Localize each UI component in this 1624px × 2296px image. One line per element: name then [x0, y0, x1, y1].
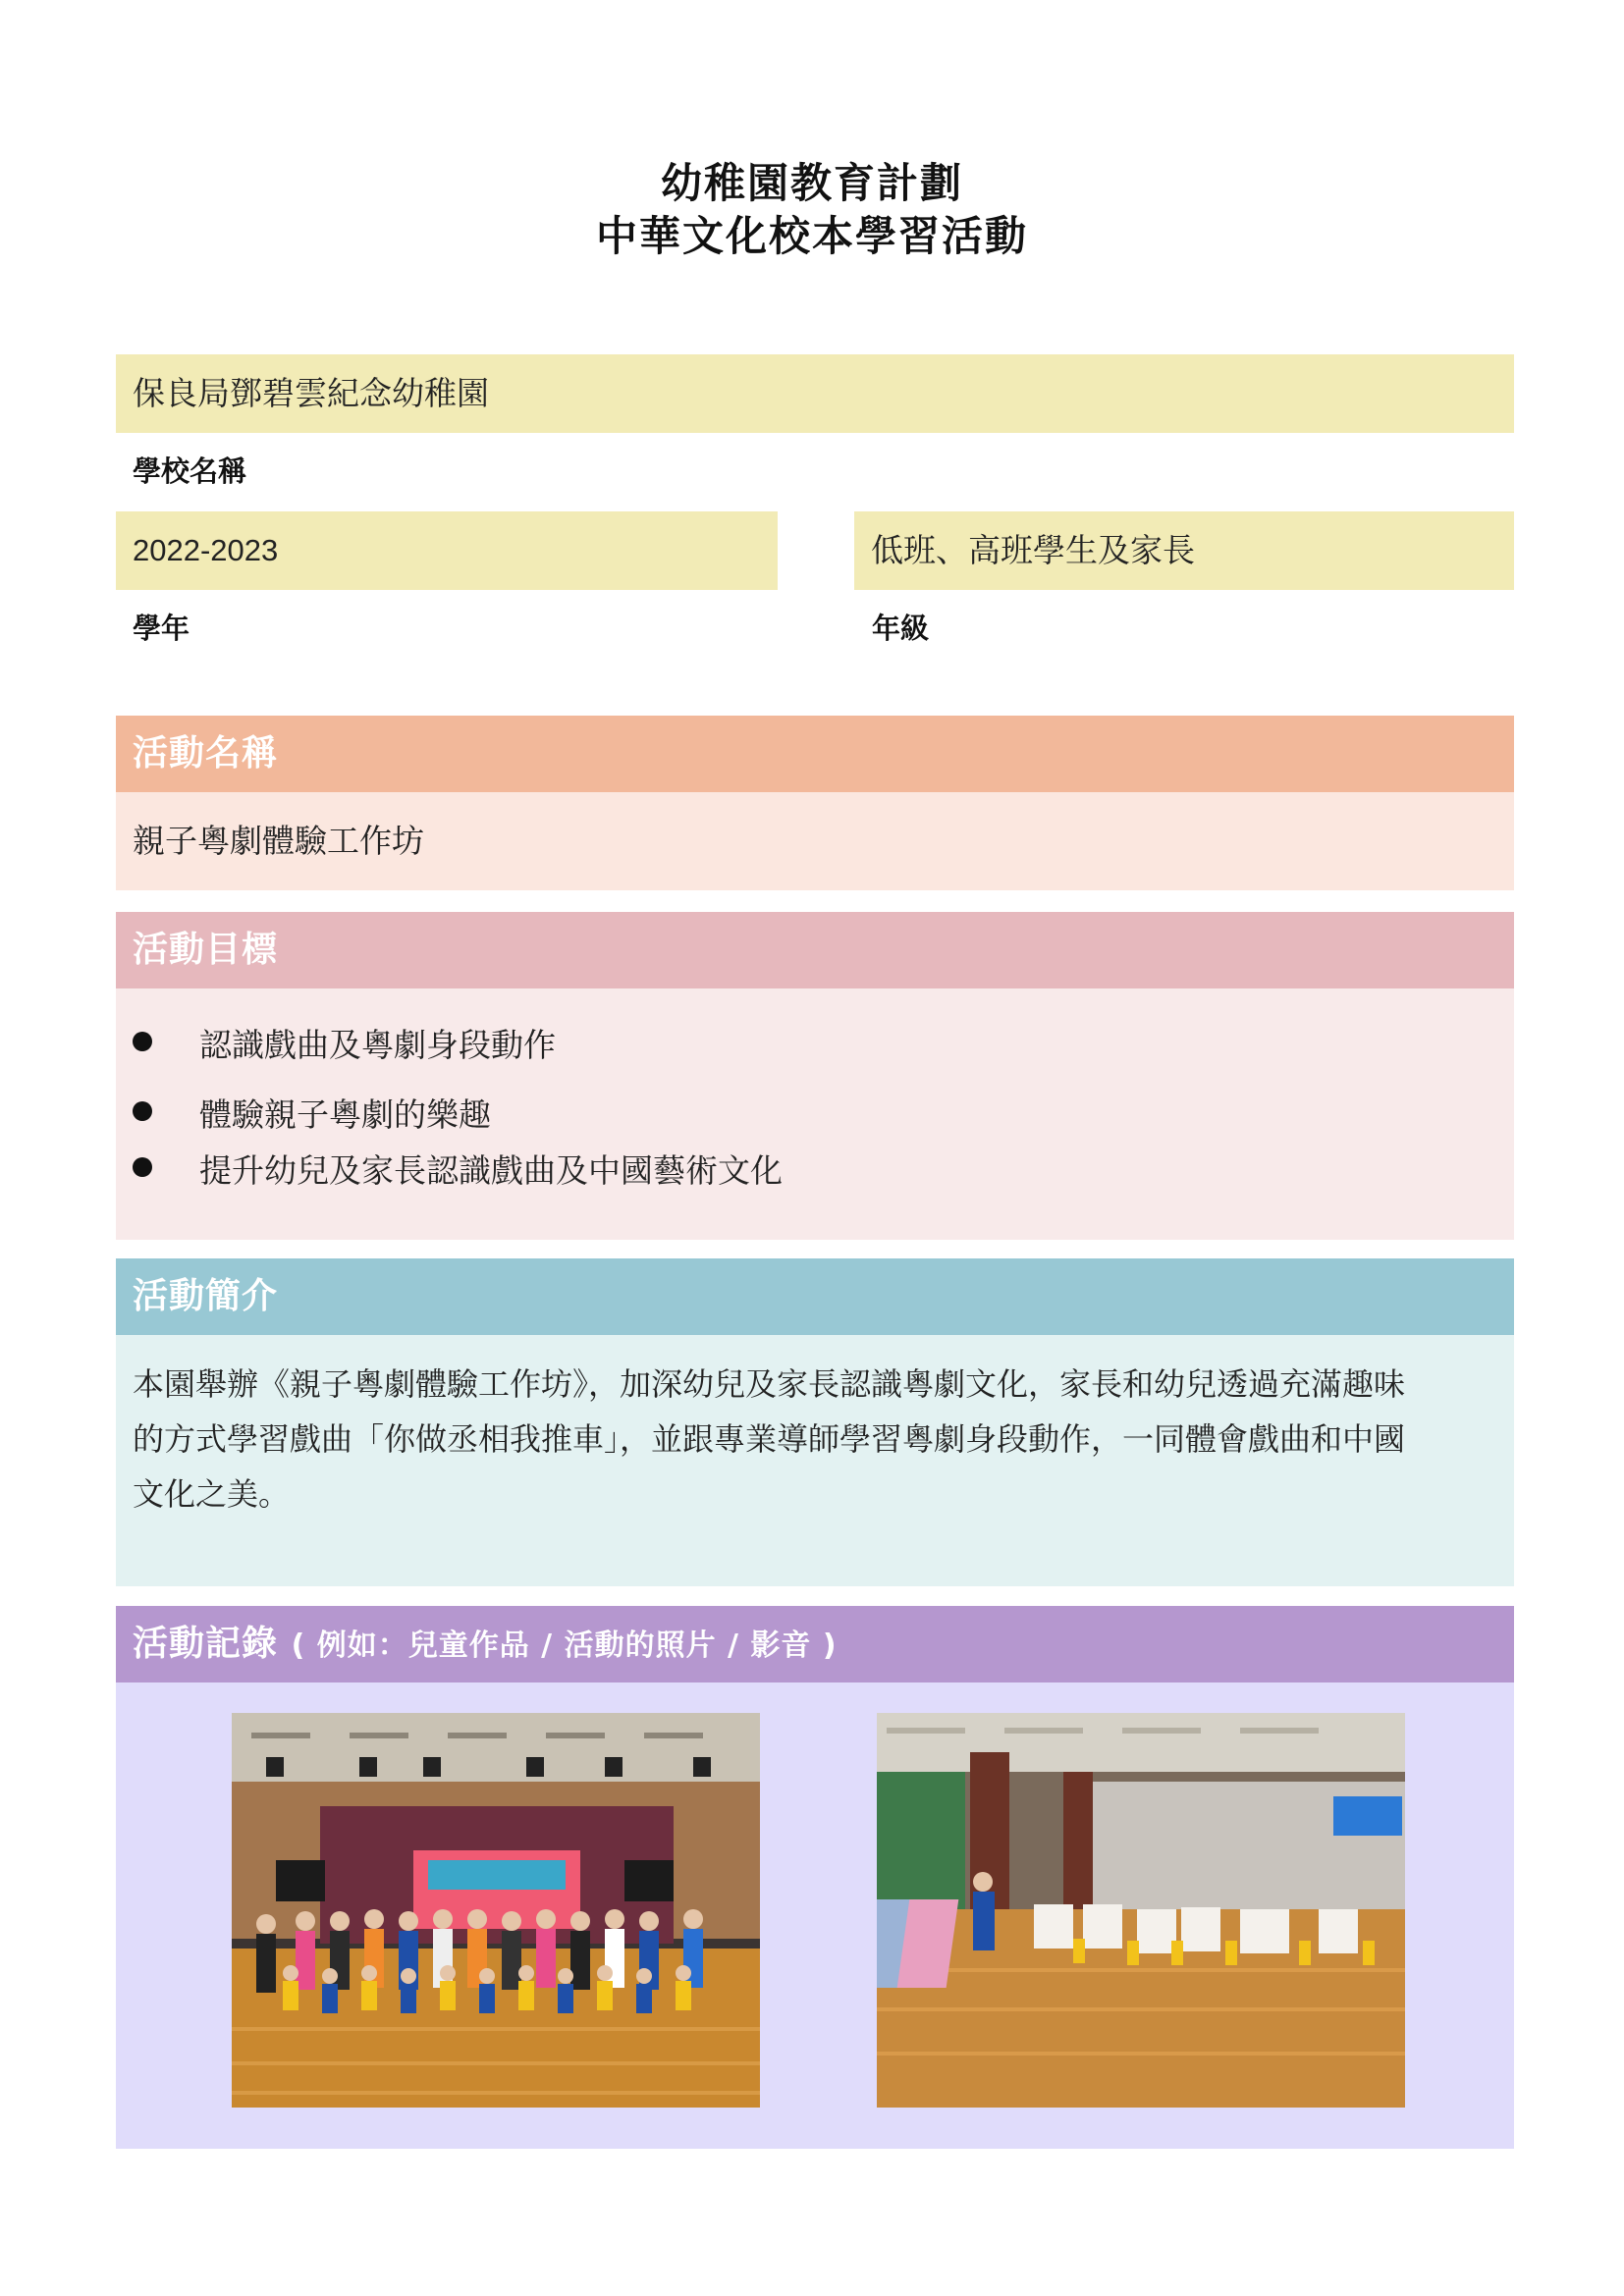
objectives-header — [116, 912, 1514, 988]
school-year-caption: 學年 — [133, 612, 190, 645]
records-heading: 活動記錄 — [133, 1624, 279, 1664]
objective-text: 認識戲曲及粵劇身段動作 — [199, 1026, 556, 1064]
records-body — [116, 1682, 1514, 2149]
school-year-value: 2022-2023 — [133, 533, 279, 567]
group-photo-image — [232, 1713, 760, 2108]
performance-photo-image — [877, 1713, 1405, 2108]
school-name-caption: 學校名稱 — [133, 454, 247, 488]
school-name-value: 保良局鄧碧雲紀念幼稚園 — [133, 374, 489, 412]
school-year-field — [116, 511, 778, 590]
intro-line: 文化之美。 — [133, 1475, 291, 1513]
records-heading-row — [116, 1606, 1514, 1684]
activity-photo-group — [232, 1713, 760, 2108]
intro-heading: 活動簡介 — [133, 1276, 279, 1316]
activity-name-value: 親子粵劇體驗工作坊 — [133, 822, 424, 860]
activity-name-header — [116, 716, 1514, 792]
bullet-icon — [133, 1101, 152, 1121]
grade-field — [854, 511, 1514, 590]
school-name-field — [116, 354, 1514, 433]
activity-photo-performance — [877, 1713, 1405, 2108]
records-header — [116, 1606, 1514, 1682]
page-title — [0, 157, 1624, 263]
grade-value: 低班、高班學生及家長 — [871, 531, 1195, 569]
bullet-icon — [133, 1157, 152, 1177]
intro-paragraph — [116, 1335, 1514, 1522]
intro-body — [116, 1335, 1514, 1586]
objectives-heading: 活動目標 — [133, 930, 279, 970]
activity-name-body — [116, 792, 1514, 890]
objectives-body — [116, 988, 1514, 1240]
objective-text: 提升幼兒及家長認識戲曲及中國藝術文化 — [199, 1151, 783, 1190]
intro-line: 本園舉辦《親子粵劇體驗工作坊》，加深幼兒及家長認識粵劇文化，家長和幼兒透過充滿趣味 — [133, 1365, 1406, 1403]
records-heading-note: ( 例如：兒童作品 / 活動的照片 / 影音 ) — [291, 1629, 838, 1663]
grade-caption: 年級 — [872, 612, 930, 645]
activity-name-heading: 活動名稱 — [133, 733, 279, 774]
bullet-icon — [133, 1032, 152, 1051]
intro-header — [116, 1258, 1514, 1335]
title-line-2: 中華文化校本學習活動 — [595, 212, 1028, 260]
objective-text: 體驗親子粵劇的樂趣 — [199, 1095, 491, 1134]
intro-line: 的方式學習戲曲「你做丞相我推車」，並跟專業導師學習粵劇身段動作，一同體會戲曲和中國 — [133, 1420, 1406, 1458]
title-line-1: 幼稚園教育計劃 — [660, 159, 963, 207]
